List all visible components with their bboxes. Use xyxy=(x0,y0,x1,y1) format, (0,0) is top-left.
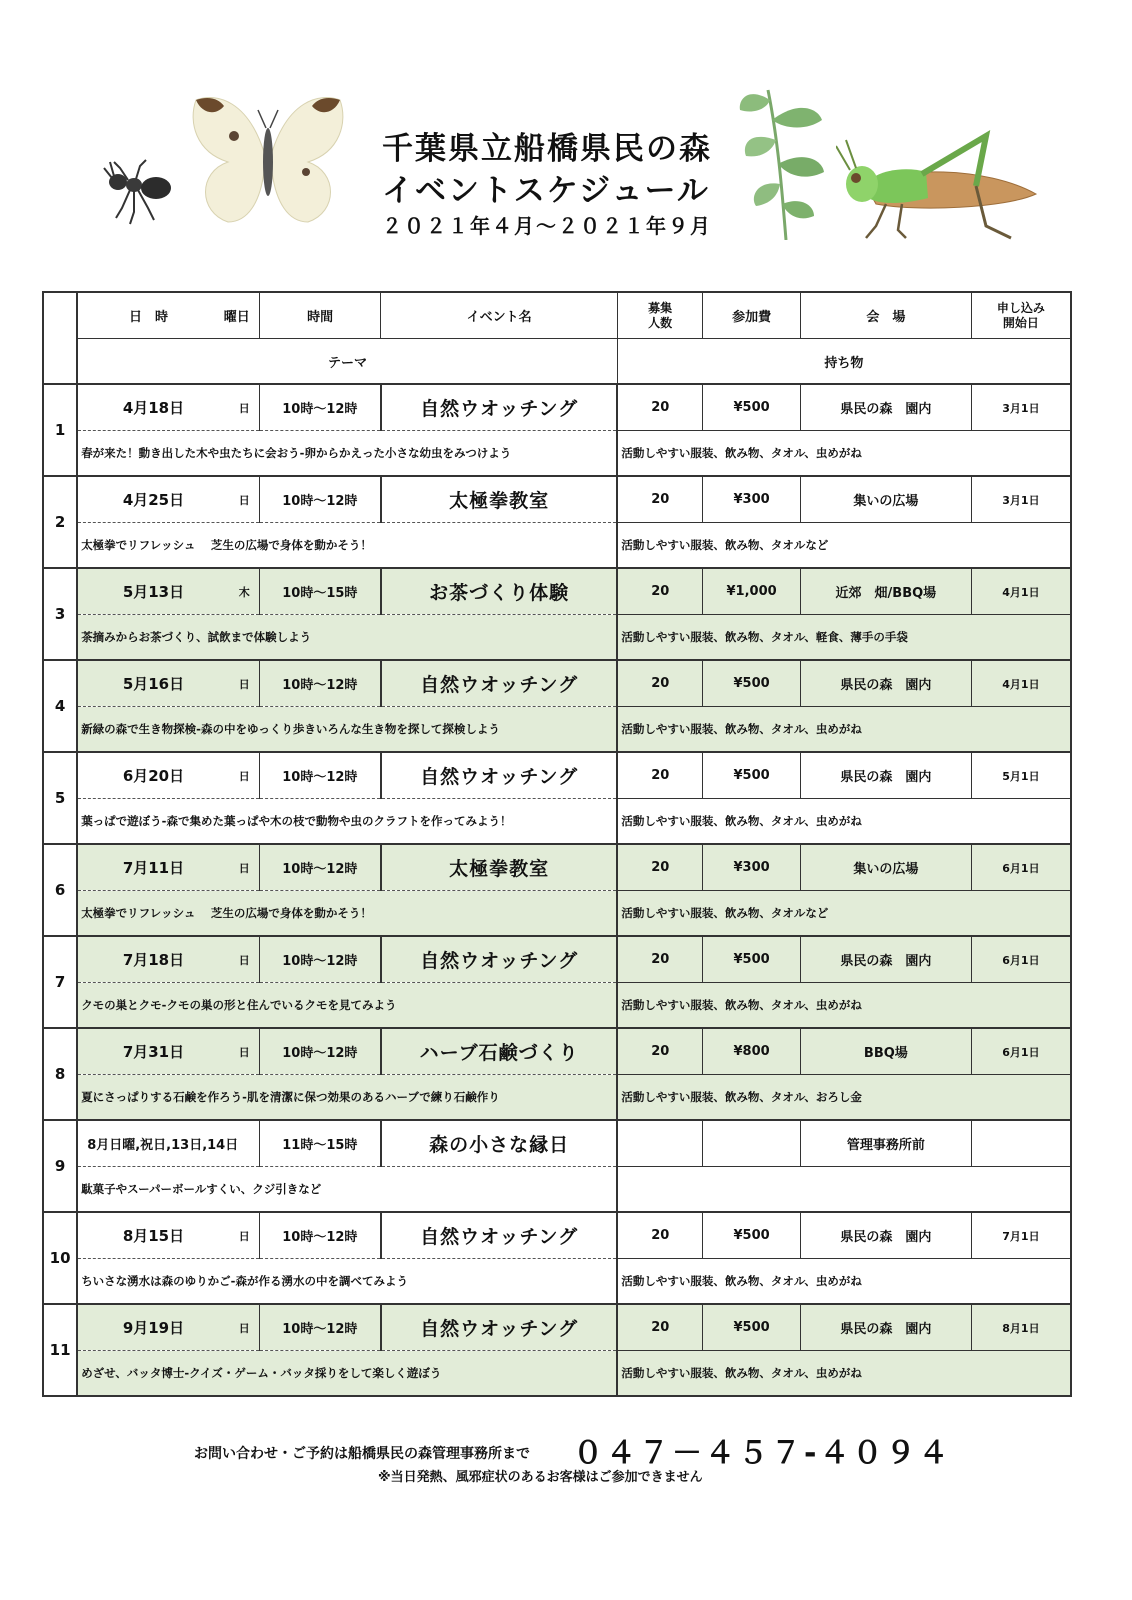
table-row xyxy=(43,1212,1071,1259)
event-apply-date: 3月1日 xyxy=(971,384,1071,431)
event-row-group xyxy=(43,660,1071,752)
event-time: 10時～12時 xyxy=(259,1028,381,1075)
title-line1: 千葉県立船橋県民の森 xyxy=(382,131,712,167)
apply-header xyxy=(971,292,1071,339)
table-row xyxy=(43,752,1071,799)
date-cell xyxy=(77,936,259,983)
event-date: 4月18日 xyxy=(122,399,185,417)
event-capacity xyxy=(617,1120,702,1167)
event-apply-date: 6月1日 xyxy=(971,1028,1071,1075)
event-date: 6月20日 xyxy=(122,767,185,785)
event-fee xyxy=(703,1120,801,1167)
event-items: 活動しやすい服装、飲み物、タオル、虫めがね xyxy=(617,431,1071,477)
row-number: 10 xyxy=(43,1212,77,1304)
event-date: 9月19日 xyxy=(122,1319,185,1337)
event-apply-date: 8月1日 xyxy=(971,1304,1071,1351)
event-row-group xyxy=(43,936,1071,1028)
event-fee: ¥500 xyxy=(703,384,801,431)
event-weekday: 日 xyxy=(238,1321,250,1335)
event-header: イベント名 xyxy=(381,292,617,339)
table-row-detail xyxy=(43,1075,1071,1121)
event-name: 自然ウオッチング xyxy=(381,752,617,799)
event-weekday: 日 xyxy=(238,1229,250,1243)
date-cell xyxy=(77,1028,259,1075)
capacity-header-line2: 人数 xyxy=(648,315,673,330)
event-date: 4月25日 xyxy=(122,491,185,509)
table-row-detail xyxy=(43,983,1071,1029)
event-time: 10時～12時 xyxy=(259,936,381,983)
event-date: 7月18日 xyxy=(122,951,185,969)
event-name: 自然ウオッチング xyxy=(381,384,617,431)
event-time: 10時～15時 xyxy=(259,568,381,615)
event-fee: ¥500 xyxy=(703,1304,801,1351)
table-row xyxy=(43,1304,1071,1351)
row-number: 9 xyxy=(43,1120,77,1212)
event-apply-date: 6月1日 xyxy=(971,844,1071,891)
event-row-group xyxy=(43,752,1071,844)
event-apply-date: 3月1日 xyxy=(971,476,1071,523)
table-row xyxy=(43,1120,1071,1167)
event-date: 7月31日 xyxy=(122,1043,185,1061)
event-venue: 集いの広場 xyxy=(800,476,971,523)
event-items: 活動しやすい服装、飲み物、タオル、おろし金 xyxy=(617,1075,1071,1121)
event-items: 活動しやすい服装、飲み物、タオル、虫めがね xyxy=(617,707,1071,753)
event-fee: ¥500 xyxy=(703,1212,801,1259)
event-name: 太極拳教室 xyxy=(381,476,617,523)
table-row-detail xyxy=(43,1351,1071,1397)
event-venue: 県民の森 園内 xyxy=(800,936,971,983)
ant-icon xyxy=(100,150,180,230)
event-weekday: 日 xyxy=(238,861,250,875)
event-name: お茶づくり体験 xyxy=(381,568,617,615)
title-line2: イベントスケジュール xyxy=(382,173,710,209)
event-row-group xyxy=(43,476,1071,568)
row-number: 2 xyxy=(43,476,77,568)
event-name: ハーブ石鹸づくり xyxy=(381,1028,617,1075)
event-fee: ¥800 xyxy=(703,1028,801,1075)
row-number: 3 xyxy=(43,568,77,660)
table-row-detail xyxy=(43,615,1071,661)
event-theme: 春が来た！動き出した木や虫たちに会おう-卵からかえった小さな幼虫をみつけよう xyxy=(77,431,617,477)
event-venue: 近郊 畑/BBQ場 xyxy=(800,568,971,615)
event-theme: クモの巣とクモ-クモの巣の形と住んでいるクモを見てみよう xyxy=(77,983,617,1029)
table-row xyxy=(43,660,1071,707)
date-cell xyxy=(77,568,259,615)
event-capacity: 20 xyxy=(617,1304,702,1351)
event-capacity: 20 xyxy=(617,752,702,799)
event-apply-date: 5月1日 xyxy=(971,752,1071,799)
table-row-detail xyxy=(43,1259,1071,1305)
datetime-header xyxy=(77,292,259,339)
phone-number: ０４７－４５７-４０９４ xyxy=(573,1436,952,1471)
event-time: 10時～12時 xyxy=(259,752,381,799)
event-time: 10時～12時 xyxy=(259,1304,381,1351)
table-row xyxy=(43,844,1071,891)
items-header: 持ち物 xyxy=(617,339,1071,385)
event-date: 8月日曜,祝日,13日,14日 xyxy=(87,1138,239,1153)
event-theme: ちいさな湧水は森のゆりかご-森が作る湧水の中を調べてみよう xyxy=(77,1259,617,1305)
event-weekday: 日 xyxy=(238,401,250,415)
page-title xyxy=(382,128,742,240)
date-cell xyxy=(77,1120,259,1167)
event-capacity: 20 xyxy=(617,476,702,523)
event-theme: 新緑の森で生き物探検-森の中をゆっくり歩きいろんな生き物を探して探検しよう xyxy=(77,707,617,753)
table-row-detail xyxy=(43,523,1071,569)
date-cell xyxy=(77,660,259,707)
event-venue: 県民の森 園内 xyxy=(800,1304,971,1351)
table-row xyxy=(43,568,1071,615)
table-row-detail xyxy=(43,707,1071,753)
event-time: 11時～15時 xyxy=(259,1120,381,1167)
event-time: 10時～12時 xyxy=(259,660,381,707)
event-row-group xyxy=(43,844,1071,936)
event-items: 活動しやすい服装、飲み物、タオルなど xyxy=(617,891,1071,937)
table-row-detail xyxy=(43,431,1071,477)
event-row-group xyxy=(43,1304,1071,1396)
event-capacity: 20 xyxy=(617,936,702,983)
date-cell xyxy=(77,1212,259,1259)
row-number: 8 xyxy=(43,1028,77,1120)
capacity-header-line1: 募集 xyxy=(648,300,673,315)
schedule-table xyxy=(42,291,1072,1397)
event-weekday: 日 xyxy=(238,769,250,783)
event-venue: 県民の森 園内 xyxy=(800,752,971,799)
date-cell xyxy=(77,752,259,799)
number-header xyxy=(43,292,77,384)
event-time: 10時～12時 xyxy=(259,384,381,431)
event-name: 自然ウオッチング xyxy=(381,936,617,983)
date-cell xyxy=(77,476,259,523)
event-apply-date xyxy=(971,1120,1071,1167)
event-venue: 県民の森 園内 xyxy=(800,1212,971,1259)
date-cell xyxy=(77,1304,259,1351)
table-row xyxy=(43,936,1071,983)
event-venue: 集いの広場 xyxy=(800,844,971,891)
table-row xyxy=(43,1028,1071,1075)
event-theme: 葉っぱで遊ぼう-森で集めた葉っぱや木の枝で動物や虫のクラフトを作ってみよう！ xyxy=(77,799,617,845)
row-number: 11 xyxy=(43,1304,77,1396)
capacity-header xyxy=(617,292,702,339)
event-fee: ¥500 xyxy=(703,936,801,983)
row-number: 1 xyxy=(43,384,77,476)
event-time: 10時～12時 xyxy=(259,476,381,523)
event-weekday: 日 xyxy=(238,1045,250,1059)
event-weekday: 日 xyxy=(238,953,250,967)
apply-header-line1: 申し込み xyxy=(996,300,1045,315)
event-apply-date: 6月1日 xyxy=(971,936,1071,983)
event-name: 太極拳教室 xyxy=(381,844,617,891)
event-weekday: 日 xyxy=(238,493,250,507)
contact-text: お問い合わせ・ご予約は船橋県民の森管理事務所まで xyxy=(194,1446,530,1462)
grasshopper-icon xyxy=(836,126,1056,246)
event-venue: 県民の森 園内 xyxy=(800,660,971,707)
table-row-detail xyxy=(43,891,1071,937)
leaf-branch-icon xyxy=(738,80,828,240)
event-items xyxy=(617,1167,1071,1213)
table-row xyxy=(43,384,1071,431)
event-theme: 太極拳でリフレッシュ 芝生の広場で身体を動かそう！ xyxy=(77,891,617,937)
event-row-group xyxy=(43,1212,1071,1304)
table-row-detail xyxy=(43,1167,1071,1213)
event-items: 活動しやすい服装、飲み物、タオル、軽食、薄手の手袋 xyxy=(617,615,1071,661)
event-capacity: 20 xyxy=(617,660,702,707)
theme-header: テーマ xyxy=(77,339,617,385)
event-theme: 夏にさっぱりする石鹸を作ろう-肌を清潔に保つ効果のあるハーブで練り石鹸作り xyxy=(77,1075,617,1121)
event-date: 8月15日 xyxy=(122,1227,185,1245)
row-number: 4 xyxy=(43,660,77,752)
event-time: 10時～12時 xyxy=(259,1212,381,1259)
event-name: 森の小さな縁日 xyxy=(381,1120,617,1167)
schedule-period: ２０２１年４月～２０２１年９月 xyxy=(382,214,712,238)
event-date: 5月16日 xyxy=(122,675,185,693)
event-apply-date: 7月1日 xyxy=(971,1212,1071,1259)
row-number: 6 xyxy=(43,844,77,936)
event-fee: ¥300 xyxy=(703,844,801,891)
event-items: 活動しやすい服装、飲み物、タオル、虫めがね xyxy=(617,1259,1071,1305)
health-note: ※当日発熱、風邪症状のあるお客様はご参加できません xyxy=(378,1470,703,1485)
weekday-header-label: 曜日 xyxy=(223,310,250,325)
table-row-detail xyxy=(43,799,1071,845)
event-fee: ¥300 xyxy=(703,476,801,523)
event-items: 活動しやすい服装、飲み物、タオル、虫めがね xyxy=(617,1351,1071,1397)
event-capacity: 20 xyxy=(617,384,702,431)
date-cell xyxy=(77,384,259,431)
venue-header: 会 場 xyxy=(800,292,971,339)
event-capacity: 20 xyxy=(617,844,702,891)
event-name: 自然ウオッチング xyxy=(381,1304,617,1351)
event-items: 活動しやすい服装、飲み物、タオルなど xyxy=(617,523,1071,569)
event-row-group xyxy=(43,1028,1071,1120)
event-weekday: 木 xyxy=(238,585,250,599)
time-header: 時間 xyxy=(259,292,381,339)
event-date: 5月13日 xyxy=(122,583,185,601)
event-apply-date: 4月1日 xyxy=(971,660,1071,707)
datetime-header-label: 日 時 xyxy=(128,310,168,325)
event-theme: めざせ、バッタ博士-クイズ・ゲーム・バッタ採りをして楽しく遊ぼう xyxy=(77,1351,617,1397)
event-weekday: 日 xyxy=(238,677,250,691)
event-row-group xyxy=(43,384,1071,476)
event-venue: 管理事務所前 xyxy=(800,1120,971,1167)
row-number: 5 xyxy=(43,752,77,844)
table-row xyxy=(43,476,1071,523)
event-items: 活動しやすい服装、飲み物、タオル、虫めがね xyxy=(617,799,1071,845)
event-date: 7月11日 xyxy=(122,859,185,877)
event-capacity: 20 xyxy=(617,1212,702,1259)
event-theme: 駄菓子やスーパーボールすくい、クジ引きなど xyxy=(77,1167,617,1213)
event-capacity: 20 xyxy=(617,1028,702,1075)
event-name: 自然ウオッチング xyxy=(381,1212,617,1259)
fee-header: 参加費 xyxy=(703,292,801,339)
event-time: 10時～12時 xyxy=(259,844,381,891)
event-fee: ¥1,000 xyxy=(703,568,801,615)
event-venue: 県民の森 園内 xyxy=(800,384,971,431)
event-theme: 茶摘みからお茶づくり、試飲まで体験しよう xyxy=(77,615,617,661)
event-apply-date: 4月1日 xyxy=(971,568,1071,615)
event-theme: 太極拳でリフレッシュ 芝生の広場で身体を動かそう！ xyxy=(77,523,617,569)
event-venue: BBQ場 xyxy=(800,1028,971,1075)
event-capacity: 20 xyxy=(617,568,702,615)
event-fee: ¥500 xyxy=(703,660,801,707)
apply-header-line2: 開始日 xyxy=(1002,315,1039,330)
event-items: 活動しやすい服装、飲み物、タオル、虫めがね xyxy=(617,983,1071,1029)
event-name: 自然ウオッチング xyxy=(381,660,617,707)
event-fee: ¥500 xyxy=(703,752,801,799)
butterfly-icon xyxy=(188,92,348,232)
table-header xyxy=(43,292,1071,384)
row-number: 7 xyxy=(43,936,77,1028)
event-row-group xyxy=(43,568,1071,660)
date-cell xyxy=(77,844,259,891)
event-row-group xyxy=(43,1120,1071,1212)
